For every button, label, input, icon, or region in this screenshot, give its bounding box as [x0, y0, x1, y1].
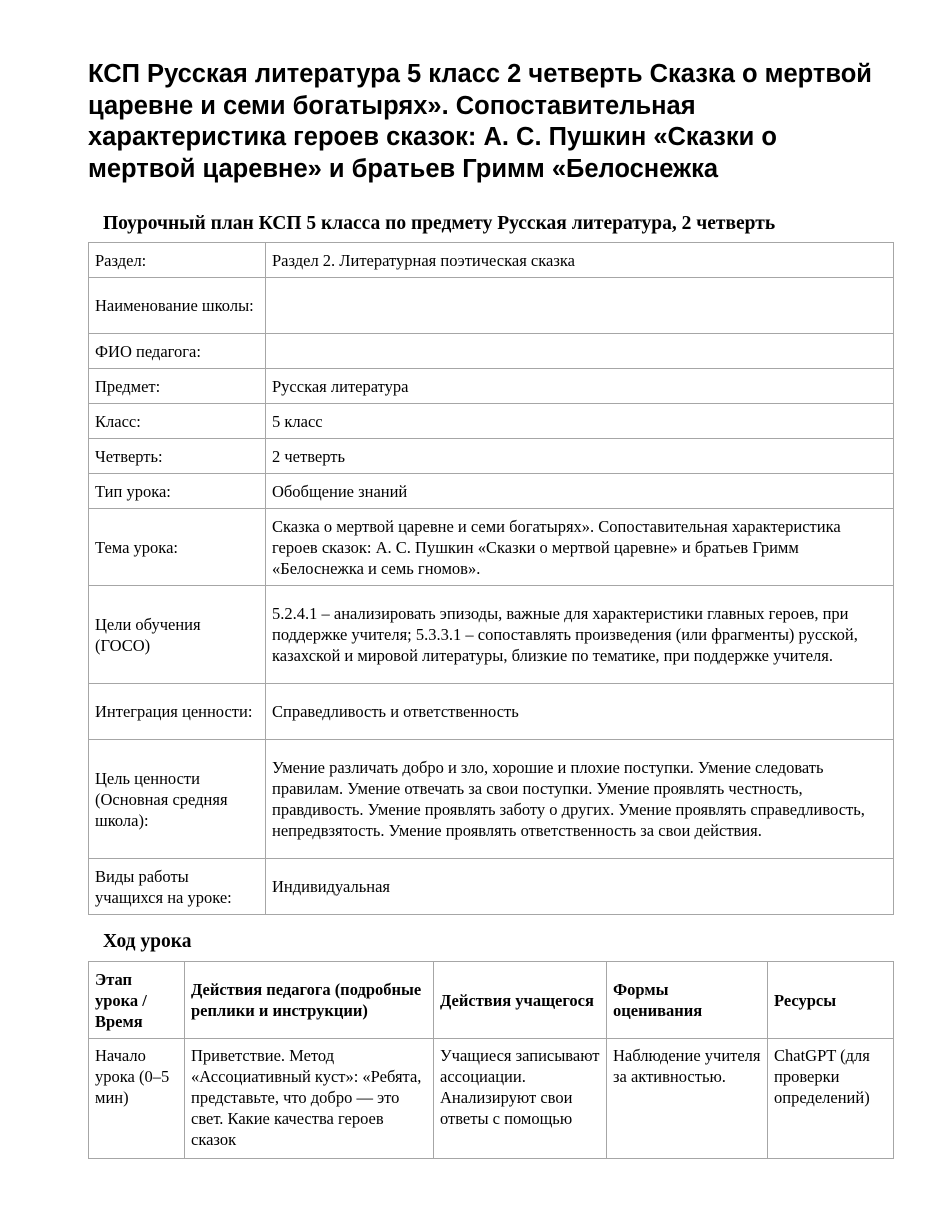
column-header-assessment: Формы оценивания: [607, 962, 768, 1039]
row-value: Обобщение знаний: [266, 474, 894, 509]
cell-text: Наблюдение учителя за активностью.: [613, 1046, 761, 1086]
row-label: Наименование школы:: [89, 278, 266, 334]
lesson-progress-heading: Ход урока: [103, 931, 192, 952]
cell-student-actions: [434, 1039, 607, 1159]
row-label: Четверть:: [89, 439, 266, 474]
lesson-info-table: [88, 242, 894, 915]
row-label: Тип урока:: [89, 474, 266, 509]
row-value: [266, 334, 894, 369]
row-label: Класс:: [89, 404, 266, 439]
row-value: Раздел 2. Литературная поэтическая сказка: [266, 243, 894, 278]
cell-text: Учащиеся записывают ассоциации. Анализируют свои ответы с помощью: [440, 1046, 600, 1128]
cell-assessment: [607, 1039, 768, 1159]
table-row: [89, 369, 894, 404]
table-header-row: [89, 962, 894, 1039]
table-row: [89, 1039, 894, 1159]
row-value: Справедливость и ответственность: [266, 684, 894, 740]
table-row: [89, 684, 894, 740]
row-label: Тема урока:: [89, 509, 266, 586]
row-label: Предмет:: [89, 369, 266, 404]
column-header-resources: Ресурсы: [768, 962, 894, 1039]
table-row: [89, 334, 894, 369]
table-row: [89, 509, 894, 586]
row-value: Сказка о мертвой царевне и семи богатырях». Сопоставительная характеристика героев сказок: А. С. Пушкин «Сказки о мертвой царевне» и братьев Гримм «Белоснежка и семь гномов».: [266, 509, 894, 586]
row-label: ФИО педагога:: [89, 334, 266, 369]
column-header-stage: Этап урока / Время: [89, 962, 185, 1039]
table-row: [89, 586, 894, 684]
row-label: Цель ценности (Основная средняя школа):: [89, 740, 266, 859]
lesson-progress-table: [88, 961, 894, 1159]
row-value: 5 класс: [266, 404, 894, 439]
cell-stage: [89, 1039, 185, 1159]
row-value: Индивидуальная: [266, 859, 894, 915]
cell-text: Приветствие. Метод «Ассоциативный куст»: «Ребята, представьте, что добро — это свет. Какие качества героев сказок: [191, 1046, 422, 1149]
table-row: [89, 278, 894, 334]
table-row: [89, 859, 894, 915]
table-row: [89, 439, 894, 474]
row-value: Умение различать добро и зло, хорошие и плохие поступки. Умение следовать правилам. Умение отвечать за свои поступки. Умение проявлять честность, правдивость. Умение проявлять заботу о других. Умение проявлять справедливость, непредвзятость. Умение проявлять ответственность за свои действия.: [266, 740, 894, 859]
table-row: [89, 474, 894, 509]
column-header-student-actions: Действия учащегося: [434, 962, 607, 1039]
table-row: [89, 404, 894, 439]
cell-text: Начало урока (0–5 мин): [95, 1046, 170, 1107]
cell-teacher-actions: [185, 1039, 434, 1159]
document-title: КСП Русская литература 5 класс 2 четверть Сказка о мертвой царевне и семи богатырях». Сопоставительная характеристика героев сказок: А. С. Пушкин «Сказки о мертвой царевне» и братьев Гримм «Белоснежка: [88, 60, 872, 183]
cell-text: ChatGPT (для проверки определений): [774, 1046, 870, 1107]
row-value: 5.2.4.1 – анализировать эпизоды, важные для характеристики главных героев, при поддержке учителя; 5.3.3.1 – сопоставлять произведения (или фрагменты) русской, казахской и мировой литературы, близкие по тематике, при поддержке учителя.: [266, 586, 894, 684]
plan-heading: Поурочный план КСП 5 класса по предмету Русская литература, 2 четверть: [103, 213, 776, 234]
row-label: Раздел:: [89, 243, 266, 278]
row-value: Русская литература: [266, 369, 894, 404]
table-row: [89, 740, 894, 859]
column-header-teacher-actions: Действия педагога (подробные реплики и инструкции): [185, 962, 434, 1039]
row-label: Виды работы учащихся на уроке:: [89, 859, 266, 915]
row-value: [266, 278, 894, 334]
cell-resources: [768, 1039, 894, 1159]
row-label: Цели обучения (ГОСО): [89, 586, 266, 684]
row-value: 2 четверть: [266, 439, 894, 474]
row-label: Интеграция ценности:: [89, 684, 266, 740]
table-row: [89, 243, 894, 278]
